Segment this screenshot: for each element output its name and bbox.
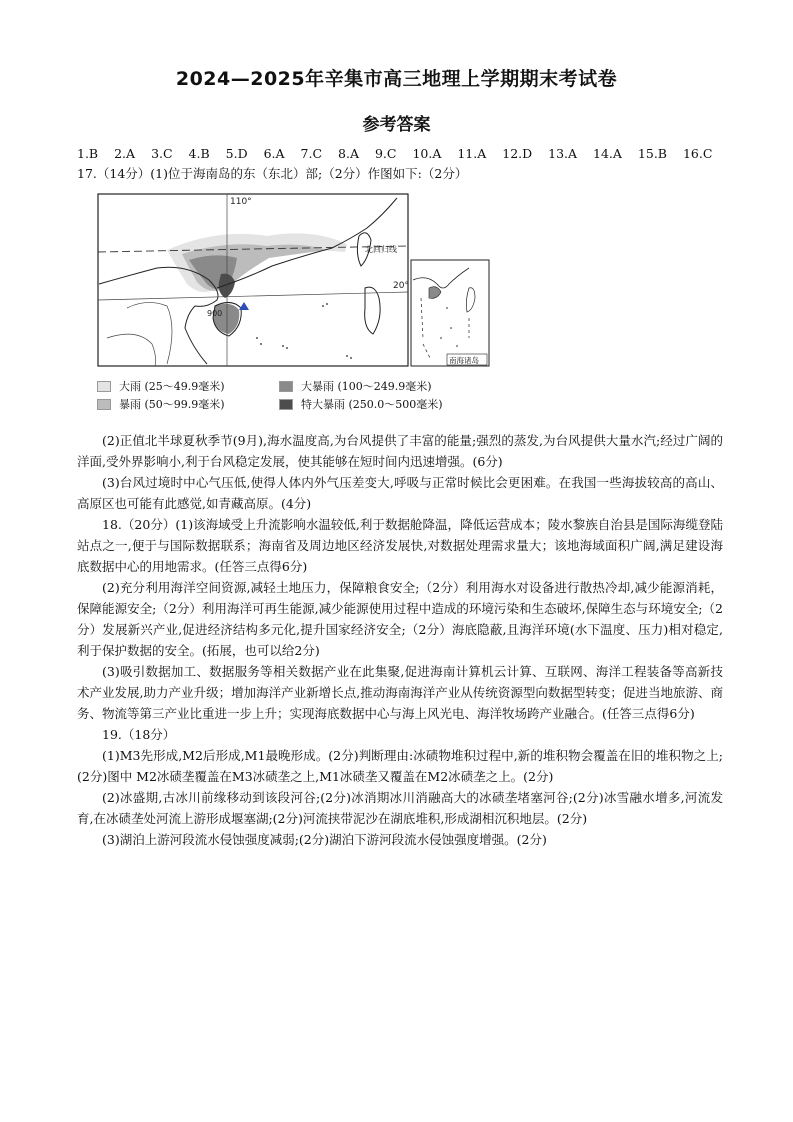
legend-label: 大雨 (25～49.9毫米) xyxy=(119,380,225,393)
legend-label: 特大暴雨 (250.0～500毫米) xyxy=(301,398,443,411)
tropic-label: 北回归线 xyxy=(365,245,397,254)
choice-answer: 12.D xyxy=(502,146,533,161)
choice-answer: 15.B xyxy=(637,146,667,161)
q17-intro: 17.（14分）(1)位于海南岛的东（东北）部;（2分）作图如下:（2分） xyxy=(77,166,468,181)
legend-item-big-rainstorm xyxy=(279,378,432,394)
longitude-label: 110° xyxy=(230,197,252,207)
choice-answer: 4.B xyxy=(188,146,210,161)
choice-answer: 7.C xyxy=(300,146,323,161)
inset-map-frame xyxy=(411,260,489,366)
legend-item-rainstorm xyxy=(97,396,225,412)
isohyet-label: 900 xyxy=(207,309,223,318)
choice-answers-row xyxy=(77,146,724,161)
q19-title: 19.（18分） xyxy=(102,727,176,742)
answer-key-heading: 参考答案 xyxy=(362,115,431,135)
choice-answer: 11.A xyxy=(457,146,487,161)
legend-label: 大暴雨 (100～249.9毫米) xyxy=(301,380,432,393)
choice-answer: 2.A xyxy=(114,146,136,161)
choice-answer: 1.B xyxy=(77,146,99,161)
q19-part3: (3)湖泊上游河段流水侵蚀强度减弱;(2分)湖泊下游河段流水侵蚀强度增强。(2分) xyxy=(102,832,547,847)
choice-answer: 9.C xyxy=(374,146,397,161)
main-map-frame xyxy=(98,194,408,366)
q18-part1: 18.（20分）(1)该海域受上升流影响水温较低,利于数据舱降温，降低运营成本；陵水黎族自治县是国际海缆登陆站点之一,便于与国际数据联系；海南省及周边地区经济发展快,对数据处理需求量大；该地海域面积广阔,满足建设海底数据中心的用地需求。(任答三点得6分) xyxy=(77,517,723,574)
exam-title: 2024—2025年辛集市高三地理上学期期末考试卷 xyxy=(175,68,618,90)
rainfall-map xyxy=(97,188,490,368)
latitude-label: 20° xyxy=(393,281,409,291)
choice-answer: 6.A xyxy=(263,146,285,161)
q17-part2: (2)正值北半球夏秋季节(9月),海水温度高,为台风提供了丰富的能量;强烈的蒸发,为台风提供大量水汽;经过广阔的洋面,受外界影响小,利于台风稳定发展，使其能够在短时间内迅速增强。(6分) xyxy=(77,433,723,469)
legend-swatch xyxy=(279,399,293,410)
map-legend xyxy=(97,378,477,414)
legend-item-extreme-rainstorm xyxy=(279,396,443,412)
choice-answer: 10.A xyxy=(412,146,442,161)
q19-part2: (2)冰盛期,古冰川前缘移动到该段河谷;(2分)冰消期冰川消融高大的冰碛垄堵塞河谷;(2分)冰雪融水增多,河流发育,在冰碛垄处河流上游形成堰塞湖;(2分)河流挟带泥沙在湖底堆积,形成湖相沉积地层。(2分) xyxy=(77,790,723,826)
q19-part1: (1)M3先形成,M2后形成,M1最晚形成。(2分)判断理由:冰碛物堆积过程中,新的堆积物会覆盖在旧的堆积物之上;(2分)图中 M2冰碛垄覆盖在M3冰碛垄之上,M1冰碛垄又覆盖在M2冰碛垄之上。(2分) xyxy=(77,748,723,784)
choice-answer: 16.C xyxy=(682,146,713,161)
choice-answer: 13.A xyxy=(548,146,578,161)
inset-label: 南海诸岛 xyxy=(449,356,479,365)
q18-part3: (3)吸引数据加工、数据服务等相关数据产业在此集聚,促进海南计算机云计算、互联网、海洋工程装备等高新技术产业发展,助力产业升级；增加海洋产业新增长点,推动海南海洋产业从传统资源型向数据型转变；促进当地旅游、商务、物流等第三产业比重进一步上升；实现海底数据中心与海上风光电、海洋牧场跨产业融合。(任答三点得6分) xyxy=(77,664,723,721)
choice-answer: 8.A xyxy=(338,146,359,161)
answers-body xyxy=(77,430,723,850)
legend-swatch xyxy=(97,399,111,410)
legend-label: 暴雨 (50～99.9毫米) xyxy=(119,398,225,411)
choice-answer: 3.C xyxy=(151,146,173,161)
legend-swatch xyxy=(97,381,111,392)
q18-part2: (2)充分利用海洋空间资源,减轻土地压力，保障粮食安全;（2分）利用海水对设备进行散热冷却,减少能源消耗，保障能源安全;（2分）利用海洋可再生能源,减少能源使用过程中造成的环境污染和生态破坏,保障生态与环境安全;（2分）发展新兴产业,促进经济结构多元化,提升国家经济安全;（2分）海底隐蔽,且海洋环境(水下温度、压力)相对稳定,利于保护数据的安全。(拓展，也可以给2分) xyxy=(77,580,723,658)
q17-part3: (3)台风过境时中心气压低,使得人体内外气压差变大,呼吸与正常时候比会更困难。在我国一些海拔较高的高山、高原区也可能有此感觉,如青藏高原。(4分) xyxy=(77,475,723,511)
legend-swatch xyxy=(279,381,293,392)
choice-answer: 14.A xyxy=(593,146,622,161)
legend-item-heavy-rain xyxy=(97,378,225,394)
choice-answer: 5.D xyxy=(225,146,248,161)
